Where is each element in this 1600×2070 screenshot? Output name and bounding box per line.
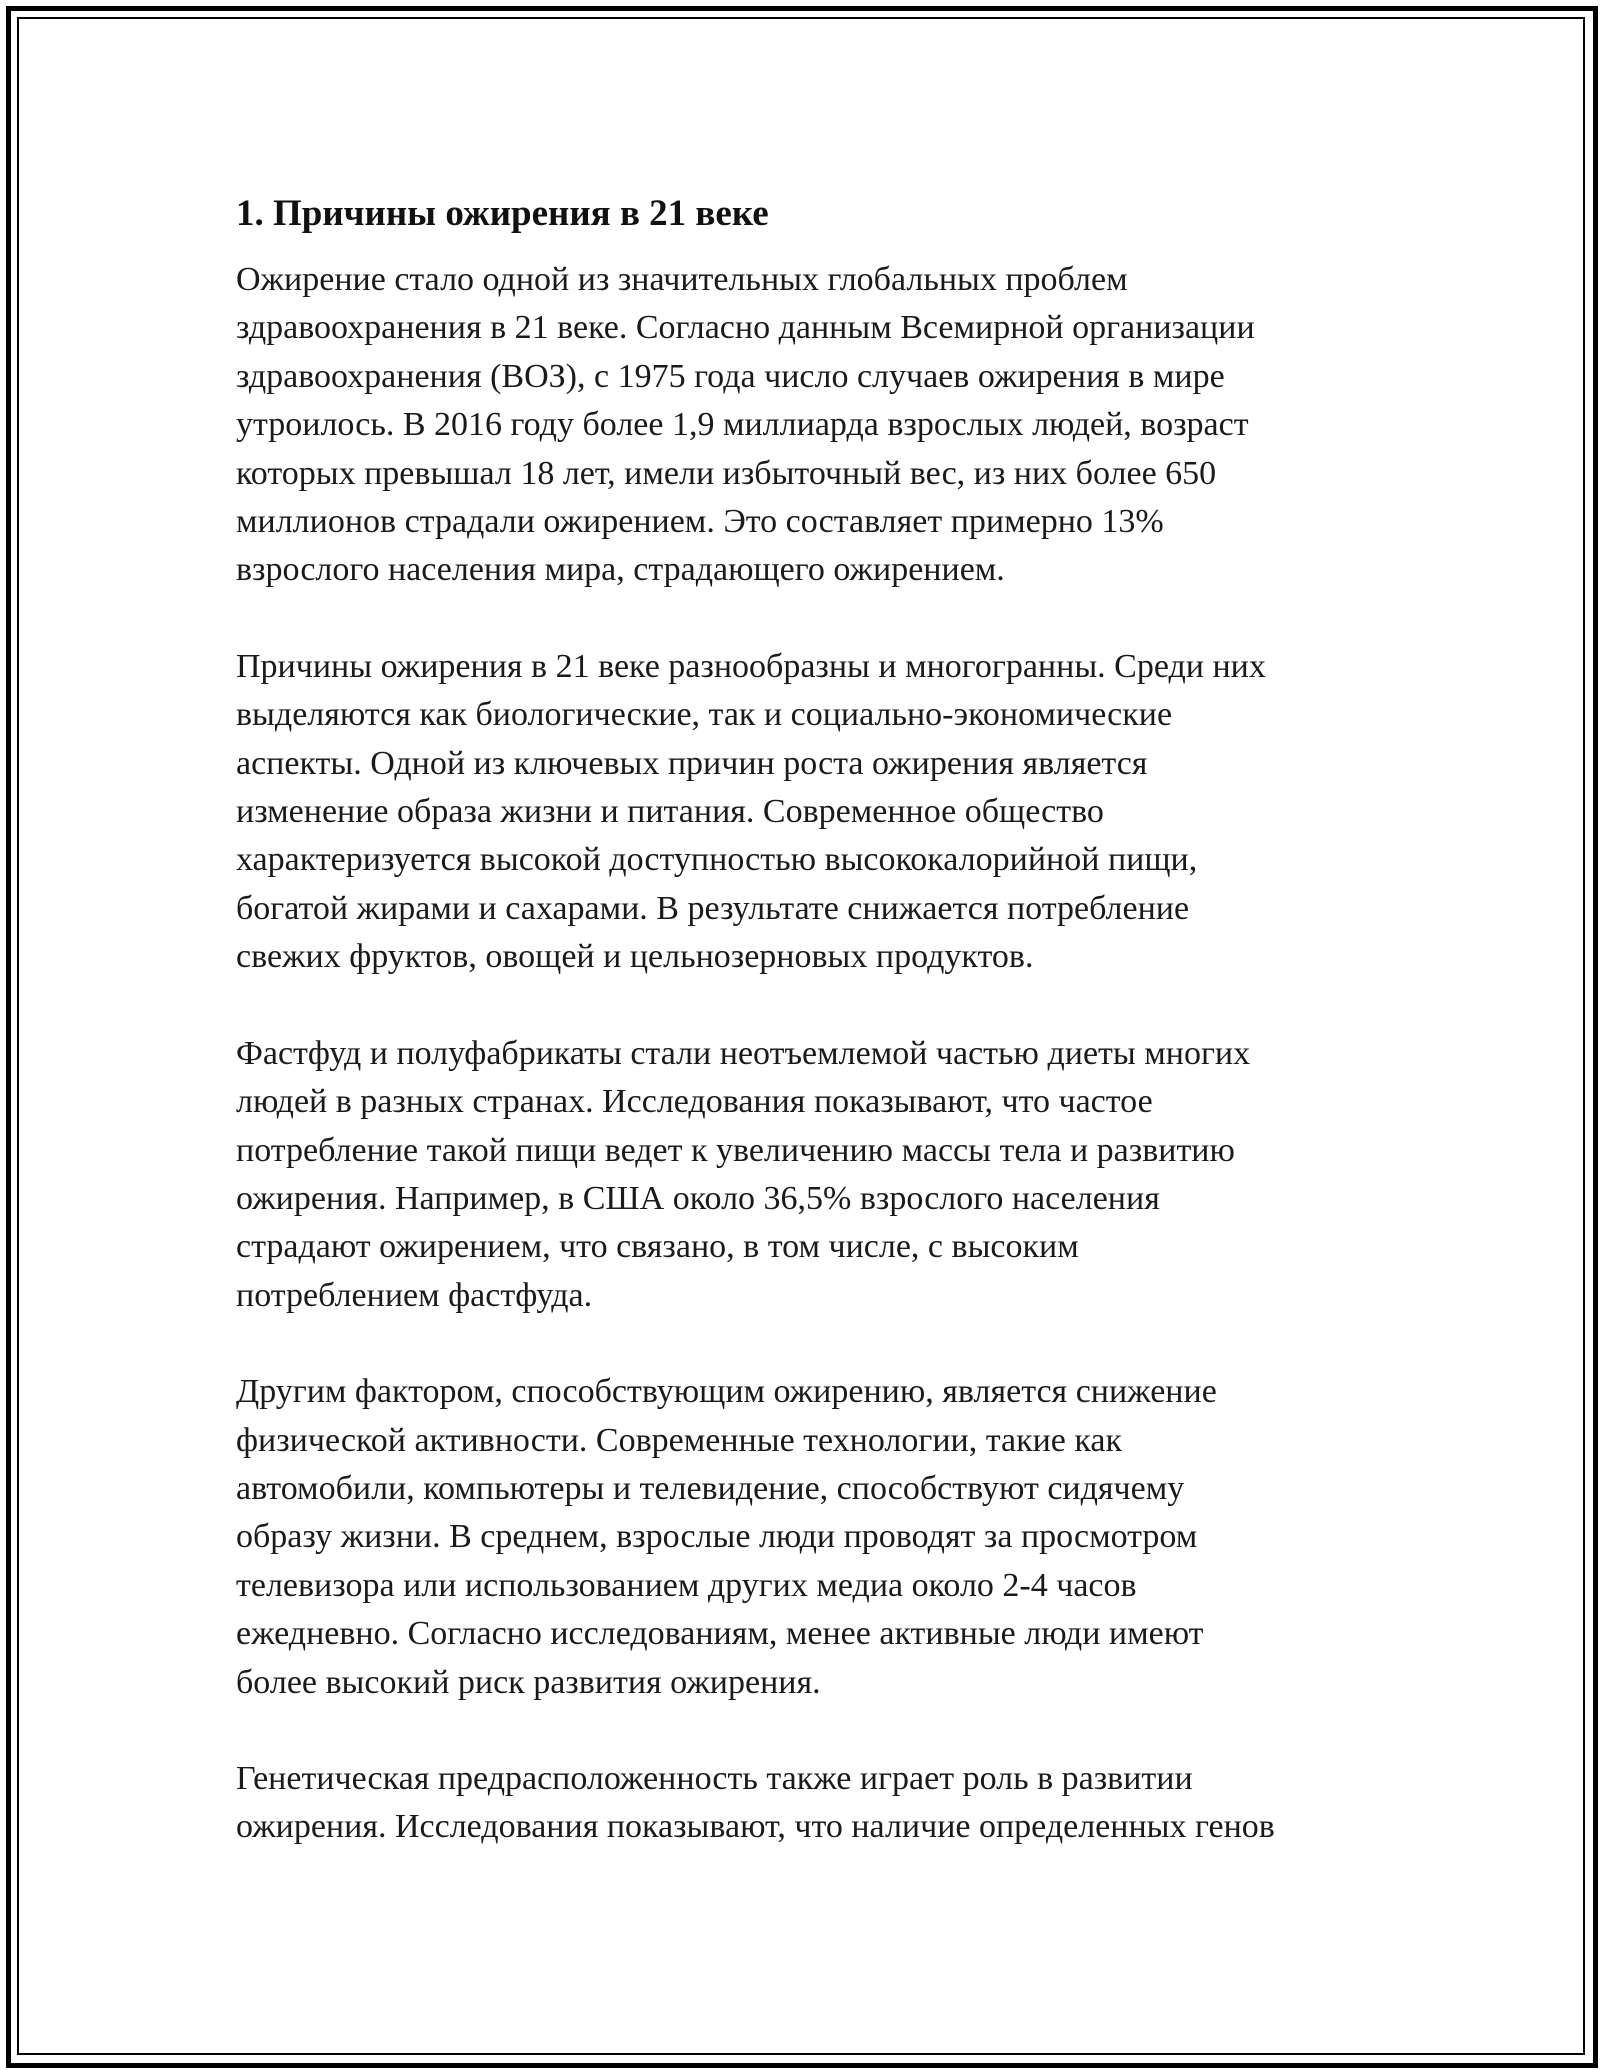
text-line: изменение образа жизни и питания. Современное общество bbox=[236, 793, 1104, 831]
text-line: автомобили, компьютеры и телевидение, способствуют сидячему bbox=[236, 1469, 1185, 1507]
paragraph-fast-food bbox=[236, 1030, 1386, 1320]
text-line: Причины ожирения в 21 веке разнообразны и многогранны. Среди них bbox=[236, 647, 1266, 685]
section-heading: 1. Причины ожирения в 21 веке bbox=[236, 193, 769, 234]
text-line: выделяются как биологические, так и социально-экономические bbox=[236, 696, 1173, 734]
text-line: потребление такой пищи ведет к увеличению массы тела и развитию bbox=[236, 1131, 1235, 1169]
document-body bbox=[236, 186, 1386, 1900]
text-line: людей в разных странах. Исследования показывают, что частое bbox=[236, 1083, 1153, 1121]
text-line: здравоохранения в 21 веке. Согласно данным Всемирной организации bbox=[236, 309, 1255, 347]
text-line: Ожирение стало одной из значительных глобальных проблем bbox=[236, 261, 1128, 298]
text-line: миллионов страдали ожирением. Это составляет примерно 13% bbox=[236, 503, 1164, 541]
text-line: более высокий риск развития ожирения. bbox=[236, 1663, 821, 1701]
text-line: которых превышал 18 лет, имели избыточный вес, из них более 650 bbox=[236, 454, 1217, 492]
text-line: здравоохранения (ВОЗ), с 1975 года число случаев ожирения в мире bbox=[236, 357, 1225, 395]
text-line: Генетическая предрасположенность также играет роль в развитии bbox=[236, 1759, 1193, 1797]
paragraph-physical-activity bbox=[236, 1368, 1386, 1707]
text-line: взрослого населения мира, страдающего ожирением. bbox=[236, 551, 1005, 589]
text-line: телевизора или использованием других медиа около 2-4 часов bbox=[236, 1566, 1137, 1604]
text-line: ежедневно. Согласно исследованиям, менее активные люди имеют bbox=[236, 1615, 1204, 1653]
text-line: потреблением фастфуда. bbox=[236, 1276, 593, 1314]
text-line: утроилось. В 2016 году более 1,9 миллиарда взрослых людей, возраст bbox=[236, 406, 1249, 444]
text-line: аспекты. Одной из ключевых причин роста ожирения является bbox=[236, 744, 1148, 782]
text-line: свежих фруктов, овощей и цельнозерновых продуктов. bbox=[236, 938, 1034, 976]
text-line: характеризуется высокой доступностью высококалорийной пищи, bbox=[236, 841, 1198, 879]
paragraph-genetics bbox=[236, 1755, 1386, 1852]
paragraph-who-statistics bbox=[236, 256, 1386, 595]
text-line: Другим фактором, способствующим ожирению, является снижение bbox=[236, 1373, 1217, 1411]
text-line: образу жизни. В среднем, взрослые люди проводят за просмотром bbox=[236, 1518, 1198, 1556]
text-line: физической активности. Современные технологии, такие как bbox=[236, 1421, 1123, 1459]
paragraph-lifestyle-causes bbox=[236, 643, 1386, 982]
text-line: ожирения. Исследования показывают, что наличие определенных генов bbox=[236, 1808, 1275, 1846]
text-line: богатой жирами и сахарами. В результате снижается потребление bbox=[236, 889, 1190, 927]
text-line: ожирения. Например, в США около 36,5% взрослого населения bbox=[236, 1179, 1160, 1217]
text-line: Фастфуд и полуфабрикаты стали неотъемлемой частью диеты многих bbox=[236, 1034, 1251, 1072]
text-line: страдают ожирением, что связано, в том числе, с высоким bbox=[236, 1228, 1079, 1266]
